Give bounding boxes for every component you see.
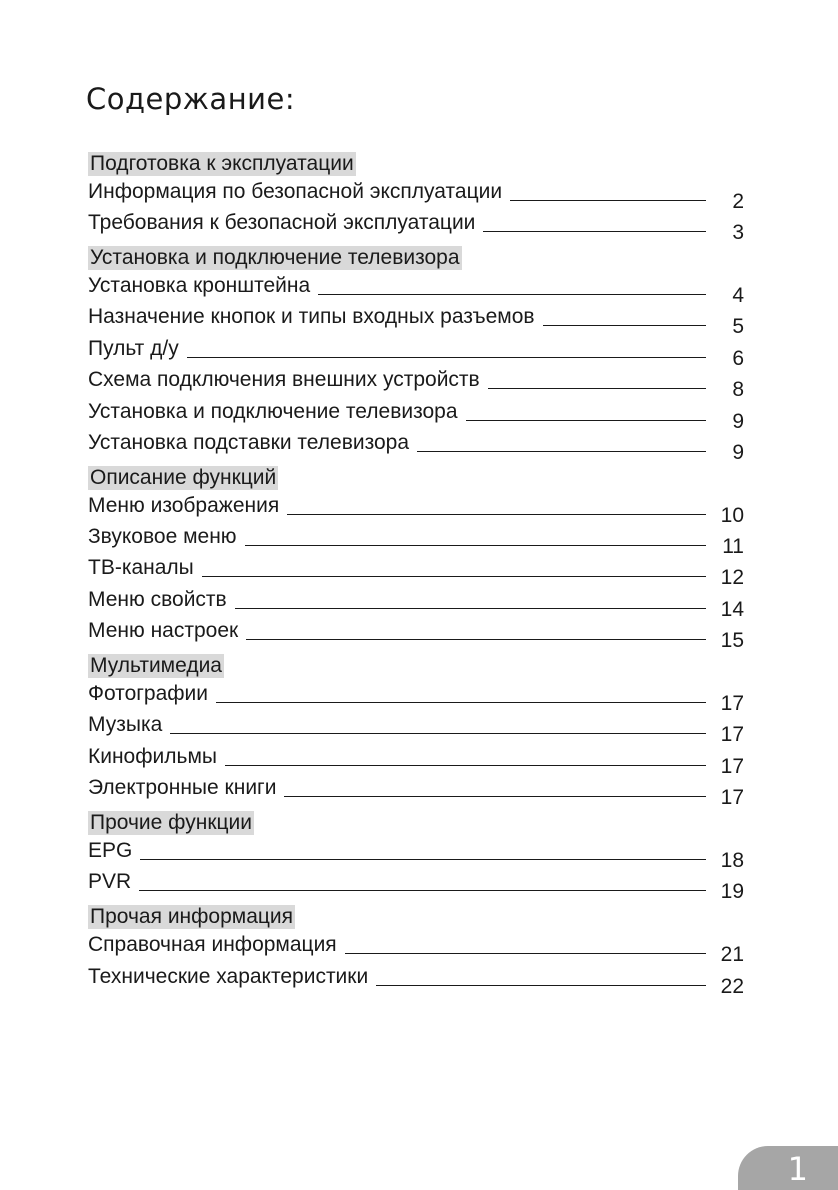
leader-line xyxy=(245,545,706,546)
leader-line xyxy=(417,451,706,452)
leader-line xyxy=(345,953,706,954)
toc-entry xyxy=(88,431,744,462)
toc-entry xyxy=(88,305,744,339)
leader-line xyxy=(318,294,706,295)
toc-entry-label: ТВ-каналы xyxy=(88,556,194,580)
toc-entry xyxy=(88,964,744,998)
toc-page-number: 11 xyxy=(722,535,744,559)
leader-line xyxy=(140,859,706,860)
leader-line xyxy=(284,796,706,797)
toc-page-number: 9 xyxy=(732,440,744,464)
toc-page-number: 10 xyxy=(720,503,744,527)
toc-entry xyxy=(88,839,744,870)
toc-page-number: 17 xyxy=(720,786,744,810)
table-of-contents xyxy=(88,148,744,996)
toc-entry-label: Меню свойств xyxy=(88,587,227,611)
toc-section-heading xyxy=(88,901,744,932)
toc-entry xyxy=(88,399,744,433)
toc-entry xyxy=(88,933,744,967)
section-heading-label: Подготовка к эксплуатации xyxy=(90,152,354,175)
toc-section-heading xyxy=(88,242,744,273)
toc-section-heading xyxy=(88,462,744,493)
leader-line xyxy=(170,733,706,734)
toc-entry-label: Фотографии xyxy=(88,682,209,706)
leader-line xyxy=(488,388,706,389)
toc-section-heading xyxy=(88,650,744,681)
toc-entry-label: Пульт д/у xyxy=(88,336,179,360)
leader-line xyxy=(216,702,706,703)
toc-page-number: 19 xyxy=(720,880,744,904)
toc-page-number: 9 xyxy=(732,409,744,433)
leader-line xyxy=(287,514,706,515)
leader-line xyxy=(246,639,706,640)
toc-entry xyxy=(88,179,744,213)
toc-entry-label: Схема подключения внешних устройств xyxy=(88,368,480,392)
section-heading-label: Прочие функции xyxy=(90,811,252,835)
toc-page-number: 15 xyxy=(720,629,744,653)
toc-section-heading xyxy=(88,148,744,179)
toc-entry xyxy=(88,525,744,559)
leader-line xyxy=(187,357,706,358)
page-number: 1 xyxy=(787,1150,808,1188)
page-title: Содержание: xyxy=(86,82,296,116)
toc-entry-label: Звуковое меню xyxy=(88,525,237,549)
toc-page-number: 2 xyxy=(732,189,744,213)
toc-entry-label: Информация по безопасной эксплуатации xyxy=(88,179,503,203)
toc-page-number: 14 xyxy=(720,597,744,621)
toc-entry xyxy=(88,274,744,305)
leader-line xyxy=(202,576,706,577)
toc-page-number: 5 xyxy=(732,315,744,339)
toc-entry-label: Электронные книги xyxy=(88,776,277,800)
toc-entry xyxy=(88,336,744,370)
toc-entry-label: Назначение кнопок и типы входных разъемов xyxy=(88,305,535,329)
toc-entry-label: Кинофильмы xyxy=(88,744,217,768)
toc-entry-label: Меню настроек xyxy=(88,619,239,643)
toc-page-number: 12 xyxy=(720,566,744,590)
leader-line xyxy=(139,890,706,891)
toc-entry xyxy=(88,493,744,527)
toc-entry-label: EPG xyxy=(88,838,133,862)
toc-page-number: 6 xyxy=(732,346,744,370)
toc-entry-label: Музыка xyxy=(88,713,163,737)
leader-line xyxy=(483,231,706,232)
toc-entry-label: Технические характеристики xyxy=(88,964,369,988)
toc-entry xyxy=(88,556,744,590)
leader-line xyxy=(510,200,706,201)
toc-entry xyxy=(88,682,744,716)
toc-page-number: 4 xyxy=(732,283,744,307)
toc-entry-label: PVR xyxy=(88,870,132,894)
toc-entry-label: Установка кронштейна xyxy=(88,273,311,297)
leader-line xyxy=(225,765,706,766)
toc-page-number: 17 xyxy=(720,692,744,716)
section-heading-label: Прочая информация xyxy=(90,905,294,929)
toc-page-number: 22 xyxy=(720,974,744,998)
toc-page-number: 21 xyxy=(720,943,744,967)
toc-page-number: 8 xyxy=(732,378,744,402)
toc-entry xyxy=(88,211,744,245)
toc-entry xyxy=(88,368,744,402)
toc-entry xyxy=(88,870,744,904)
toc-entry-label: Справочная информация xyxy=(88,933,337,957)
toc-entry xyxy=(88,713,744,747)
leader-line xyxy=(235,608,706,609)
toc-entry-label: Требования к безопасной эксплуатации xyxy=(88,211,476,235)
leader-line xyxy=(543,325,706,326)
section-heading-label: Установка и подключение телевизора xyxy=(90,246,460,270)
leader-line xyxy=(376,985,706,986)
section-heading-label: Мультимедиа xyxy=(90,654,222,678)
section-heading-label: Описание функций xyxy=(90,465,277,489)
toc-entry xyxy=(88,587,744,621)
page-number-tab xyxy=(738,1146,838,1190)
toc-page-number: 17 xyxy=(720,754,744,778)
toc-entry-label: Установка и подключение телевизора xyxy=(88,399,458,423)
toc-entry xyxy=(88,776,744,810)
toc-page-number: 17 xyxy=(720,723,744,747)
toc-page-number: 18 xyxy=(720,848,744,872)
toc-page-number: 3 xyxy=(732,221,744,245)
toc-entry-label: Установка подставки телевизора xyxy=(88,430,410,454)
toc-entry xyxy=(88,619,744,653)
toc-section-heading xyxy=(88,807,744,838)
leader-line xyxy=(466,420,706,421)
toc-entry xyxy=(88,744,744,778)
toc-entry-label: Меню изображения xyxy=(88,493,280,517)
